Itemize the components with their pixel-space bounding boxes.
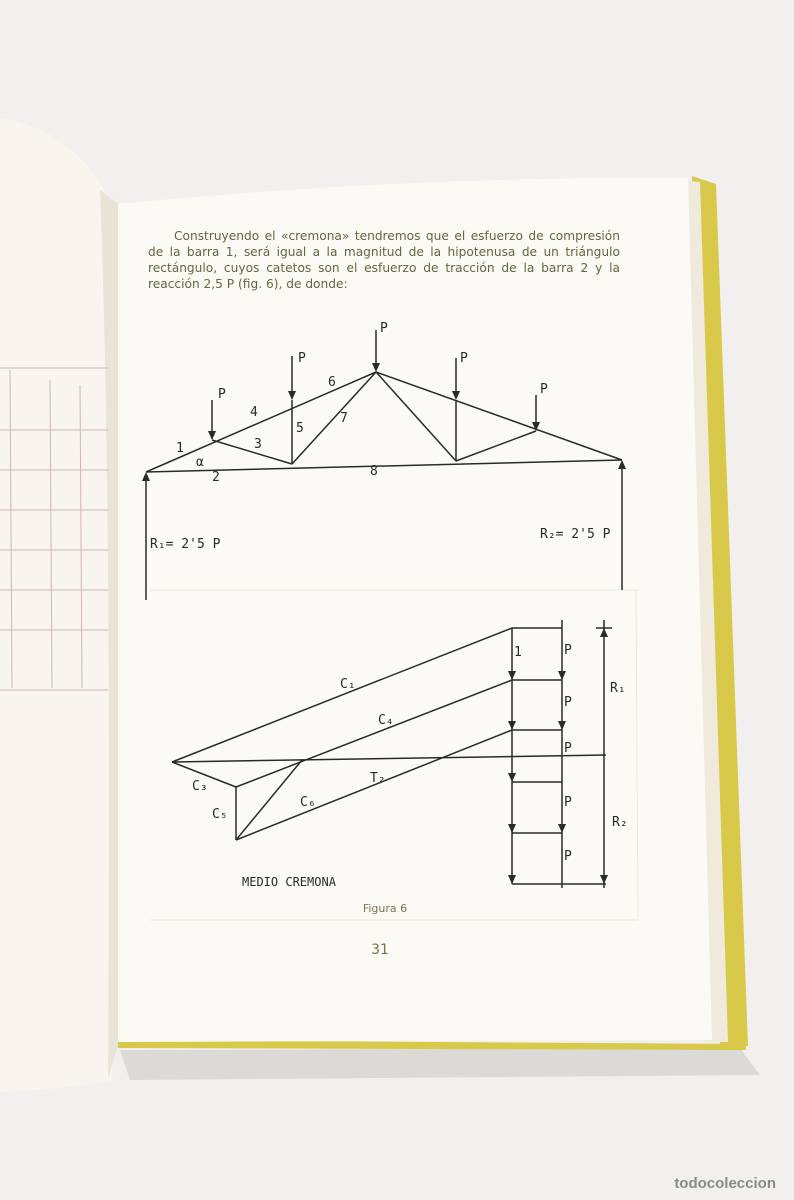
bar-label-7: 7: [340, 411, 348, 426]
load-label-5: P: [540, 382, 548, 397]
load-label-4: P: [460, 351, 468, 366]
bar-label-4: 4: [250, 405, 258, 420]
label-c6: C₆: [300, 795, 316, 810]
load-label-2: P: [298, 351, 306, 366]
bar-label-1: 1: [176, 441, 184, 456]
reaction-left-label: R₁= 2'5 P: [150, 537, 221, 552]
watermark: todocoleccion: [674, 1175, 776, 1192]
p-label-1: P: [564, 643, 572, 658]
bar-label-6: 6: [328, 375, 336, 390]
label-c4: C₄: [378, 713, 394, 728]
p-label-3: P: [564, 741, 572, 756]
label-c3: C₃: [192, 779, 208, 794]
page-number: 31: [371, 942, 389, 958]
r2-label: R₂: [612, 815, 628, 830]
r1-label: R₁: [610, 681, 626, 696]
left-page: [0, 118, 114, 1092]
bar-label-8: 8: [370, 464, 378, 479]
p-label-4: P: [564, 795, 572, 810]
label-t2: T₂: [370, 771, 386, 786]
label-c5: C₅: [212, 807, 228, 822]
figure-caption: Figura 6: [362, 902, 408, 915]
paragraph-text: Construyendo el «cremona» tendremos que el esfuerzo de compresión de la barra 1, será igual a la magnitud de la hipotenusa de un triángulo rectángulo, cuyos catetos son el esfuerzo de tracción de la barra 2 y la reacción 2,5 P (fig. 6), de donde:: [148, 229, 620, 291]
load-label-3: P: [380, 321, 388, 336]
p-label-2: P: [564, 695, 572, 710]
bar-label-5: 5: [296, 421, 304, 436]
reaction-right-label: R₂= 2'5 P: [540, 527, 611, 542]
label-c1: C₁: [340, 677, 356, 692]
p-label-5: P: [564, 849, 572, 864]
bar-label-2: 2: [212, 470, 220, 485]
angle-label: α: [196, 455, 204, 470]
cremona-title: MEDIO CREMONA: [242, 875, 336, 889]
load-label-1: P: [218, 387, 226, 402]
book-shadow: [120, 1048, 760, 1080]
bar-label-3: 3: [254, 437, 262, 452]
label-1: 1: [514, 645, 522, 660]
body-paragraph: [148, 228, 620, 292]
